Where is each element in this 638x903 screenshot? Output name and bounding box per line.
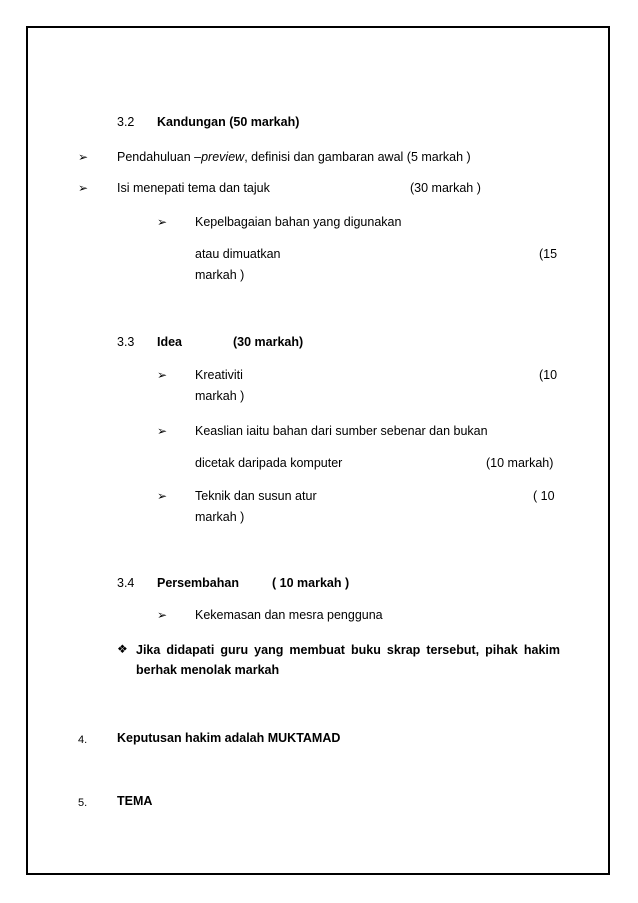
teknik-mark-cont: markah ) [195, 510, 245, 524]
keaslian-line2: dicetak daripada komputer [195, 456, 343, 470]
kekemasan-text: Kekemasan dan mesra pengguna [195, 608, 383, 622]
arrow-bullet-icon: ➢ [157, 489, 168, 503]
section-4-text: Keputusan hakim adalah MUKTAMAD [117, 731, 341, 745]
kreativiti-mark: (10 [539, 368, 558, 382]
arrow-bullet-icon: ➢ [157, 424, 168, 438]
kepelbagaian-mark-cont: markah ) [195, 268, 245, 282]
arrow-bullet-icon: ➢ [157, 368, 168, 382]
arrow-bullet-icon: ➢ [78, 150, 89, 164]
section-3-4-number: 3.4 [117, 576, 135, 590]
section-5-number: 5. [78, 797, 88, 809]
pendahuluan-rest: , definisi dan gambaran awal (5 markah ) [244, 150, 471, 164]
section-3-4-title: Persembahan [157, 576, 239, 590]
teknik-mark: ( 10 [533, 489, 555, 503]
section-4-number: 4. [78, 734, 88, 746]
bullet-isi-mark: (30 markah ) [410, 181, 481, 195]
arrow-bullet-icon: ➢ [78, 181, 89, 195]
section-3-4-mark: ( 10 markah ) [272, 576, 350, 590]
section-3-3-title: Idea [157, 335, 183, 349]
section-3-2-number: 3.2 [117, 115, 135, 129]
bullet-pendahuluan [117, 150, 471, 165]
kreativiti-mark-cont: markah ) [195, 389, 245, 403]
keaslian-line1: Keaslian iaitu bahan dari sumber sebenar dan bukan [195, 424, 488, 438]
teknik-text: Teknik dan susun atur [195, 489, 317, 503]
section-3-3-number: 3.3 [117, 335, 135, 349]
diamond-bullet-icon: ❖ [117, 642, 128, 656]
preview-emphasis: preview [201, 150, 245, 164]
keaslian-mark: (10 markah) [486, 456, 554, 470]
arrow-bullet-icon: ➢ [157, 608, 168, 622]
pendahuluan-text: Pendahuluan – [117, 150, 202, 164]
kepelbagaian-line1: Kepelbagaian bahan yang digunakan [195, 215, 402, 229]
arrow-bullet-icon: ➢ [157, 215, 168, 229]
section-5-text: TEMA [117, 794, 153, 808]
section-3-3-mark: (30 markah) [233, 335, 304, 349]
kepelbagaian-mark: (15 [539, 247, 558, 261]
note-text: Jika didapati guru yang membuat buku skrap tersebut, pihak hakim berhak menolak markah [136, 643, 560, 677]
section-3-2-title: Kandungan (50 markah) [157, 115, 300, 129]
kreativiti-text: Kreativiti [195, 368, 243, 382]
bullet-isi-text: Isi menepati tema dan tajuk [117, 181, 270, 195]
kepelbagaian-line2: atau dimuatkan [195, 247, 281, 261]
